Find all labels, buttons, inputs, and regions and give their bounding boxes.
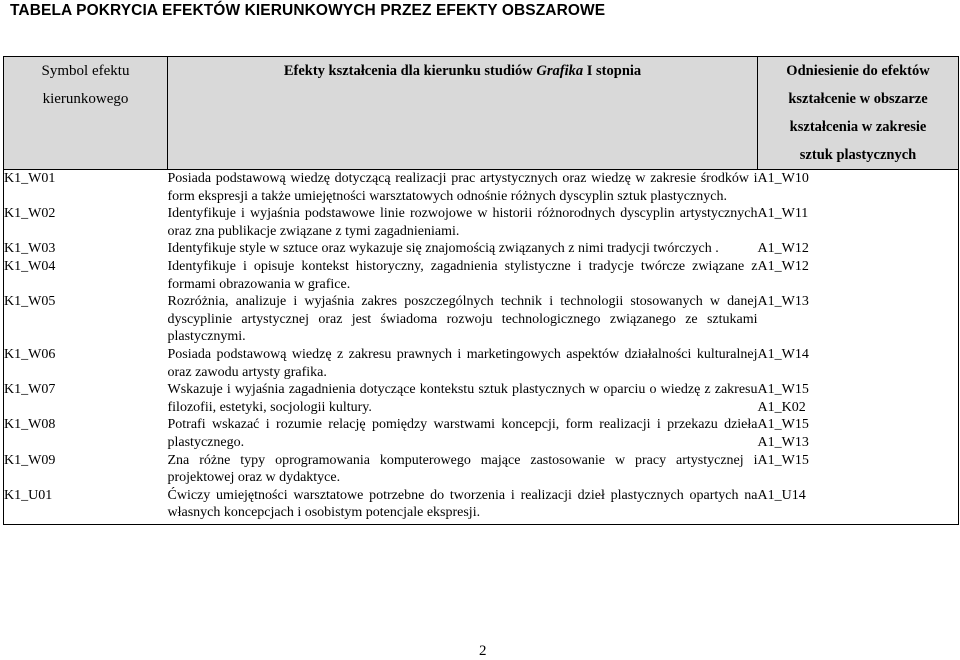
effect-reference (758, 240, 959, 258)
effect-description: Posiada podstawową wiedzę z zakresu prawnych i marketingowych aspektów działalności kulturalnej oraz zawodu artysty grafika. (167, 346, 758, 380)
reference-code: A1_K02 (757, 399, 806, 415)
reference-code: A1_W15 (757, 417, 809, 433)
table-row (4, 240, 959, 258)
table-header-row (4, 57, 959, 170)
reference-code: A1_W11 (757, 206, 809, 222)
header-effects-post: I stopnia (583, 63, 642, 79)
reference-code: A1_W10 (757, 171, 809, 186)
effect-reference (758, 381, 959, 416)
effect-reference (758, 170, 959, 206)
reference-code: A1_W15 (757, 452, 809, 468)
reference-code: A1_W14 (757, 346, 809, 362)
table-row (4, 487, 959, 525)
table-row (4, 346, 959, 381)
effect-description: Posiada podstawową wiedzę dotyczącą realizacji prac artystycznych oraz wiedzę w zakresie środków i form ekspresji a także umiejętności warsztatowych odnośnie różnych dyscyplin sztuk plastycznych. (167, 171, 758, 204)
header-reference-line: kształcenia w zakresie (789, 119, 927, 135)
effect-reference (758, 452, 959, 487)
header-reference-line: sztuk plastycznych (799, 147, 917, 163)
effect-code: K1_W05 (4, 293, 168, 346)
effect-code: K1_W04 (4, 258, 168, 293)
effect-reference (758, 258, 959, 293)
header-reference (758, 57, 959, 170)
effect-code: K1_W07 (4, 381, 168, 416)
effect-description: Ćwiczy umiejętności warsztatowe potrzebne do tworzenia i realizacji dzieł plastycznych opartych na własnych koncepcjach i osobistym potencjale ekspresji. (168, 487, 758, 525)
effect-description: Zna różne typy oprogramowania komputerowego mające zastosowanie w pracy artystycznej i projektowej oraz w dydaktyce. (167, 452, 758, 486)
coverage-table (3, 56, 959, 525)
table-row (4, 452, 959, 487)
table-row (4, 381, 959, 416)
effect-description: Identyfikuje i wyjaśnia podstawowe linie rozwojowe w historii różnorodnych dyscyplin artystycznych oraz zna publikacje związane z tymi zagadnieniami. (167, 206, 758, 239)
header-symbol: Symbol efektu kierunkowego (4, 57, 168, 170)
effect-reference (758, 487, 959, 525)
table-row (4, 205, 959, 240)
header-reference-line: Odniesienie do efektów (786, 63, 930, 79)
effect-code: K1_W08 (4, 416, 168, 451)
reference-code: A1_W15 (757, 382, 809, 398)
effect-code: K1_W01 (4, 170, 168, 206)
effect-description: Potrafi wskazać i rozumie relację pomiędzy warstwami koncepcji, form realizacji i przekazu dzieła plastycznego. (167, 417, 758, 450)
header-effects (168, 57, 758, 170)
effect-code: K1_W06 (4, 346, 168, 381)
document-title: TABELA POKRYCIA EFEKTÓW KIERUNKOWYCH PRZEZ EFEKTY OBSZAROWE (10, 2, 606, 19)
effect-code: K1_U01 (4, 487, 168, 525)
effect-reference (758, 416, 959, 451)
effect-code: K1_W09 (4, 452, 168, 487)
effect-reference (758, 293, 959, 346)
reference-code: A1_W12 (757, 258, 809, 274)
effect-description: Wskazuje i wyjaśnia zagadnienia dotyczące kontekstu sztuk plastycznych w oparciu o wiedzę z zakresu filozofii, estetyki, socjologii kultury. (167, 382, 758, 415)
reference-code: A1_W13 (757, 294, 809, 310)
effect-description: Identyfikuje i opisuje kontekst historyczny, zagadnienia stylistyczne i tradycje twórcze związane z formami obrazowania w grafice. (167, 258, 758, 292)
table-row (4, 258, 959, 293)
reference-code: A1_U14 (757, 487, 806, 503)
table-row (4, 293, 959, 346)
effect-reference (758, 205, 959, 240)
effect-reference (758, 346, 959, 381)
effect-code: K1_W03 (4, 240, 168, 258)
page-number: 2 (479, 643, 487, 659)
reference-code: A1_W13 (757, 434, 809, 450)
table-row (4, 416, 959, 451)
effect-code: K1_W02 (4, 205, 168, 240)
header-reference-line: kształcenie w obszarze (788, 91, 928, 107)
effect-description: Rozróżnia, analizuje i wyjaśnia zakres poszczególnych technik i technologii stosowanych w danej dyscyplinie artystycznej oraz jest świadoma rozwoju technologicznego związanego ze sztukami plastycznymi. (167, 294, 758, 345)
effect-description: Identyfikuje style w sztuce oraz wykazuje się znajomością związanych z nimi tradycji twórczych . (167, 241, 719, 257)
header-effects-em: Grafika (536, 63, 584, 79)
header-effects-pre: Efekty kształcenia dla kierunku studiów (283, 63, 537, 79)
table-row (4, 170, 959, 206)
reference-code: A1_W12 (757, 241, 809, 257)
